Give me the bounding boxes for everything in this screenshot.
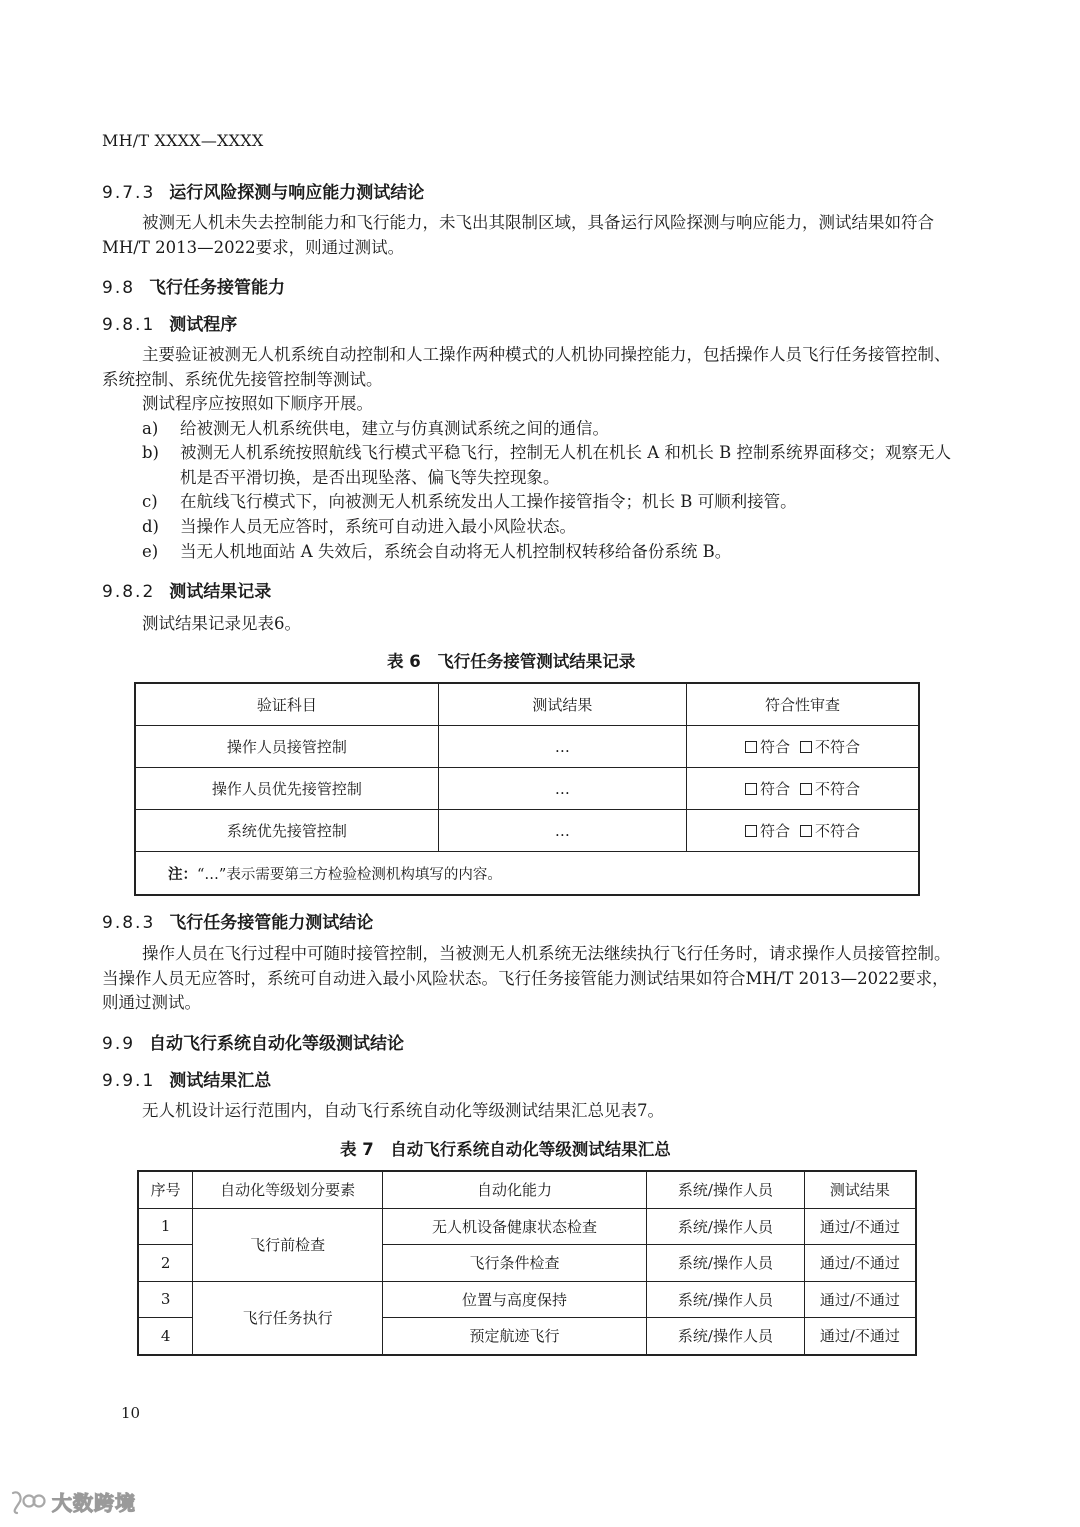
subject-cell: 系统优先接管控制 <box>135 810 438 852</box>
section-number: 9.9 <box>102 1034 136 1054</box>
note-text: “…”表示需要第三方检验检测机构填写的内容。 <box>197 866 502 883</box>
fail-label: 不符合 <box>815 822 861 840</box>
list-item-label: a) <box>142 419 159 438</box>
list-item-text: 当操作人员无应答时，系统可自动进入最小风险状态。 <box>180 517 576 536</box>
section-heading-9-8-1 <box>102 310 237 335</box>
capability-cell: 预定航迹飞行 <box>382 1318 646 1355</box>
result-cell: … <box>438 726 686 768</box>
section-number: 9.8.2 <box>102 582 156 602</box>
compliance-cell <box>687 810 919 852</box>
result-cell: 通过/不通过 <box>804 1208 916 1245</box>
list-item-label: e) <box>142 542 159 561</box>
table-row <box>135 810 919 852</box>
paragraph: 被测无人机未失去控制能力和飞行能力，未飞出其限制区域，具备运行风险探测与响应能力，测试结果如符合MH/T 2013—2022要求，则通过测试。 <box>102 213 934 257</box>
section-number: 9.8 <box>102 278 136 298</box>
section-number: 9.9.1 <box>102 1071 156 1091</box>
section-title: 运行风险探测与响应能力测试结论 <box>169 183 425 203</box>
column-header: 系统/操作人员 <box>647 1171 805 1208</box>
actor-cell: 系统/操作人员 <box>647 1318 805 1355</box>
checkbox-icon[interactable] <box>800 741 812 753</box>
list-item <box>142 417 952 442</box>
list-item <box>142 441 952 490</box>
list-item <box>142 490 952 515</box>
column-header: 测试结果 <box>438 683 686 726</box>
list-item-label: c) <box>142 492 158 511</box>
actor-cell: 系统/操作人员 <box>647 1281 805 1318</box>
table-row <box>138 1281 916 1318</box>
row-number: 3 <box>138 1281 193 1318</box>
list-item-text: 被测无人机系统按照航线飞行模式平稳飞行，控制无人机在机长 A 和机长 B 控制系统界面移交；观察无人机是否平滑切换，是否出现坠落、偏飞等失控现象。 <box>180 443 952 487</box>
paragraph: 操作人员在飞行过程中可随时接管控制，当被测无人机系统无法继续执行飞行任务时，请求操作人员接管控制。当操作人员无应答时，系统可自动进入最小风险状态。飞行任务接管能力测试结果如符合MH/T 2013—2022要求，则通过测试。 <box>102 944 951 1012</box>
table-caption: 表 6 飞行任务接管测试结果记录 <box>387 652 636 671</box>
checkbox-icon[interactable] <box>745 825 757 837</box>
result-cell: 通过/不通过 <box>804 1318 916 1355</box>
capability-cell: 无人机设备健康状态检查 <box>382 1208 646 1245</box>
checkbox-icon[interactable] <box>800 783 812 795</box>
section-heading-9-8-2 <box>102 577 271 602</box>
section-heading-9-9-1 <box>102 1066 271 1091</box>
checkbox-icon[interactable] <box>745 783 757 795</box>
section-title: 测试程序 <box>169 315 238 335</box>
watermark-logo-icon <box>10 1489 46 1515</box>
paragraph: 无人机设计运行范围内，自动飞行系统自动化等级测试结果汇总见表7。 <box>142 1101 664 1120</box>
capability-cell: 位置与高度保持 <box>382 1281 646 1318</box>
column-header: 验证科目 <box>135 683 438 726</box>
table-row <box>138 1208 916 1245</box>
section-heading-9-8 <box>102 273 285 298</box>
result-cell: 通过/不通过 <box>804 1245 916 1282</box>
list-item <box>142 515 952 540</box>
row-number: 2 <box>138 1245 193 1282</box>
watermark <box>10 1487 136 1516</box>
pass-label: 符合 <box>760 738 791 756</box>
column-header: 测试结果 <box>804 1171 916 1208</box>
section-title: 飞行任务接管能力测试结论 <box>169 913 374 933</box>
section-number: 9.8.3 <box>102 913 156 933</box>
list-item-label: d) <box>142 517 159 536</box>
section-heading-9-7-3 <box>102 178 424 203</box>
table-note <box>135 852 919 896</box>
list-item-text: 在航线飞行模式下，向被测无人机系统发出人工操作接管指令；机长 B 可顺利接管。 <box>180 492 797 511</box>
watermark-text: 大数跨境 <box>52 1491 136 1515</box>
paragraph: 测试程序应按照如下顺序开展。 <box>142 394 373 413</box>
section-heading-9-8-3 <box>102 908 373 933</box>
list-item <box>142 540 952 565</box>
list-item-label: b) <box>142 443 159 462</box>
table-6 <box>134 682 920 896</box>
fail-label: 不符合 <box>815 780 861 798</box>
checkbox-icon[interactable] <box>800 825 812 837</box>
note-label: 注： <box>168 866 197 883</box>
table-row <box>135 726 919 768</box>
table-note-row <box>135 852 919 896</box>
capability-cell: 飞行条件检查 <box>382 1245 646 1282</box>
result-cell: 通过/不通过 <box>804 1281 916 1318</box>
subject-cell: 操作人员接管控制 <box>135 726 438 768</box>
result-cell: … <box>438 810 686 852</box>
result-cell: … <box>438 768 686 810</box>
table-7 <box>137 1170 917 1356</box>
section-title: 测试结果汇总 <box>169 1071 272 1091</box>
compliance-cell <box>687 768 919 810</box>
column-header: 自动化等级划分要素 <box>193 1171 382 1208</box>
row-number: 4 <box>138 1318 193 1355</box>
row-number: 1 <box>138 1208 193 1245</box>
column-header: 自动化能力 <box>382 1171 646 1208</box>
automation-element: 飞行任务执行 <box>193 1281 382 1355</box>
table-row <box>135 768 919 810</box>
paragraph: 主要验证被测无人机系统自动控制和人工操作两种模式的人机协同操控能力，包括操作人员飞行任务接管控制、系统控制、系统优先接管控制等测试。 <box>102 345 951 389</box>
checkbox-icon[interactable] <box>745 741 757 753</box>
actor-cell: 系统/操作人员 <box>647 1245 805 1282</box>
paragraph: 测试结果记录见表6。 <box>142 614 301 633</box>
section-title: 测试结果记录 <box>169 582 272 602</box>
list-item-text: 给被测无人机系统供电，建立与仿真测试系统之间的通信。 <box>180 419 609 438</box>
section-title: 飞行任务接管能力 <box>149 278 286 298</box>
section-number: 9.8.1 <box>102 315 156 335</box>
page-number: 10 <box>121 1404 141 1422</box>
list-item-text: 当无人机地面站 A 失效后，系统会自动将无人机控制权转移给备份系统 B。 <box>180 542 732 561</box>
section-number: 9.7.3 <box>102 183 156 203</box>
column-header: 序号 <box>138 1171 193 1208</box>
section-heading-9-9 <box>102 1029 404 1054</box>
column-header: 符合性审查 <box>687 683 919 726</box>
pass-label: 符合 <box>760 822 791 840</box>
document-code: MH/T XXXX—XXXX <box>102 131 264 150</box>
automation-element: 飞行前检查 <box>193 1208 382 1281</box>
table-caption: 表 7 自动飞行系统自动化等级测试结果汇总 <box>340 1140 671 1159</box>
subject-cell: 操作人员优先接管控制 <box>135 768 438 810</box>
actor-cell: 系统/操作人员 <box>647 1208 805 1245</box>
fail-label: 不符合 <box>815 738 861 756</box>
pass-label: 符合 <box>760 780 791 798</box>
section-title: 自动飞行系统自动化等级测试结论 <box>149 1034 405 1054</box>
compliance-cell <box>687 726 919 768</box>
